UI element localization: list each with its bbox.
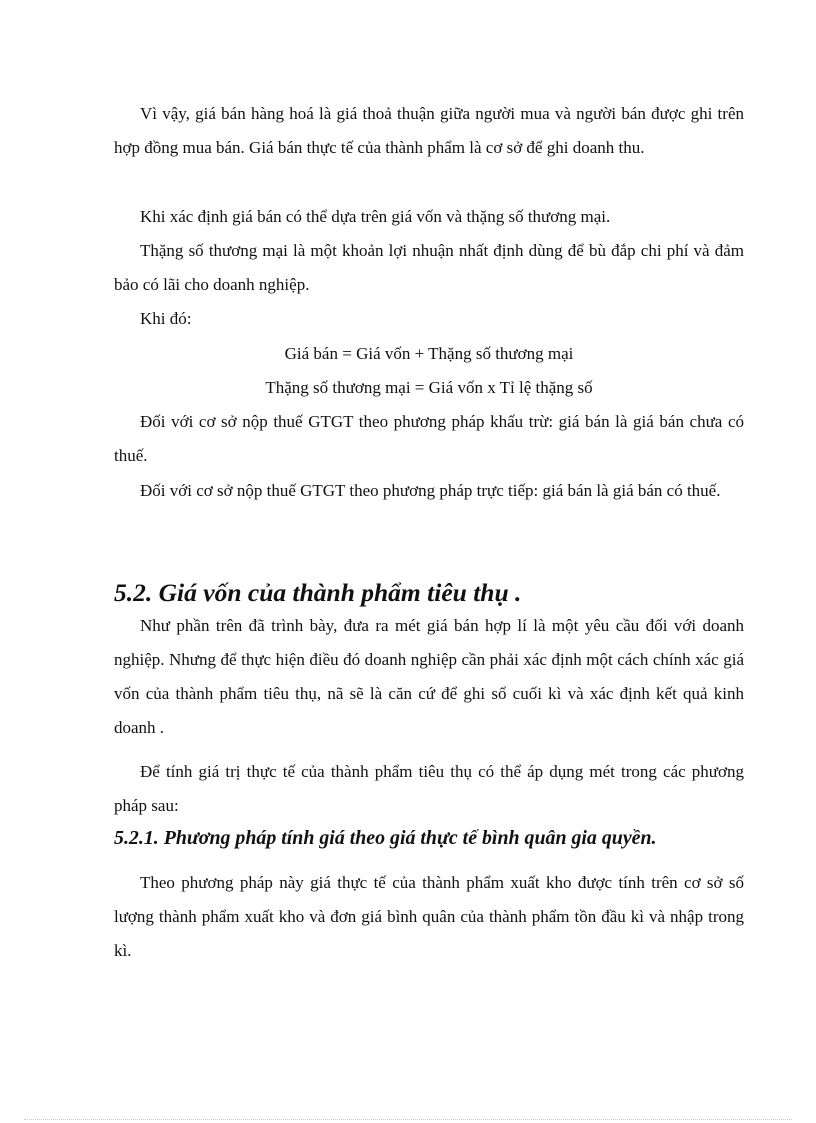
paragraph-price-basis: Khi xác định giá bán có thể dựa trên giá vốn và thặng số thương mại.	[140, 207, 611, 226]
formula-selling-price: Giá bán = Giá vốn + Thặng số thương mại	[284, 344, 574, 363]
subsection-heading: 5.2.1. Phương pháp tính giá theo giá thực tế bình quân gia quyền.	[114, 827, 657, 849]
paragraph-selling-price: Vì vậy, giá bán hàng hoá là giá thoả thuận giữa người mua và người bán được ghi trên hợp đồng mua bán. Giá bán thực tế của thành phẩm là cơ sở để ghi doanh thu.	[114, 104, 744, 157]
paragraph-cost-of-goods: Như phần trên đã trình bày, đưa ra mét giá bán hợp lí là một yêu cầu đối với doanh nghiệp. Nhưng để thực hiện điều đó doanh nghiệp cần phải xác định một cách chính xác giá vốn của thành phẩm tiêu thụ, nã sẽ là căn cứ để ghi sổ cuối kì và xác định kết quả kinh doanh .	[114, 616, 744, 737]
paragraph-when: Khi đó:	[140, 309, 192, 328]
paragraph-vat-deduction: Đối với cơ sở nộp thuế GTGT theo phương pháp khấu trừ: giá bán là giá bán chưa có thuế.	[114, 412, 744, 465]
page-bottom-divider	[24, 1119, 792, 1120]
paragraph-vat-direct: Đối với cơ sở nộp thuế GTGT theo phương pháp trực tiếp: giá bán là giá bán có thuế.	[140, 481, 721, 500]
paragraph-trade-margin: Thặng số thương mại là một khoản lợi nhuận nhất định dùng để bù đắp chi phí và đảm bảo có lãi cho doanh nghiệp.	[114, 241, 744, 294]
paragraph-methods: Để tính giá trị thực tế của thành phẩm tiêu thụ có thể áp dụng mét trong các phương pháp sau:	[114, 762, 744, 815]
formula-trade-margin: Thặng số thương mại = Giá vốn x Tỉ lệ thặng số	[265, 378, 593, 397]
section-heading: 5.2. Giá vốn của thành phẩm tiêu thụ .	[114, 578, 522, 607]
paragraph-weighted-average: Theo phương pháp này giá thực tế của thành phẩm xuất kho được tính trên cơ sở số lượng thành phẩm xuất kho và đơn giá bình quân của thành phẩm tồn đầu kì và nhập trong kì.	[114, 873, 744, 960]
